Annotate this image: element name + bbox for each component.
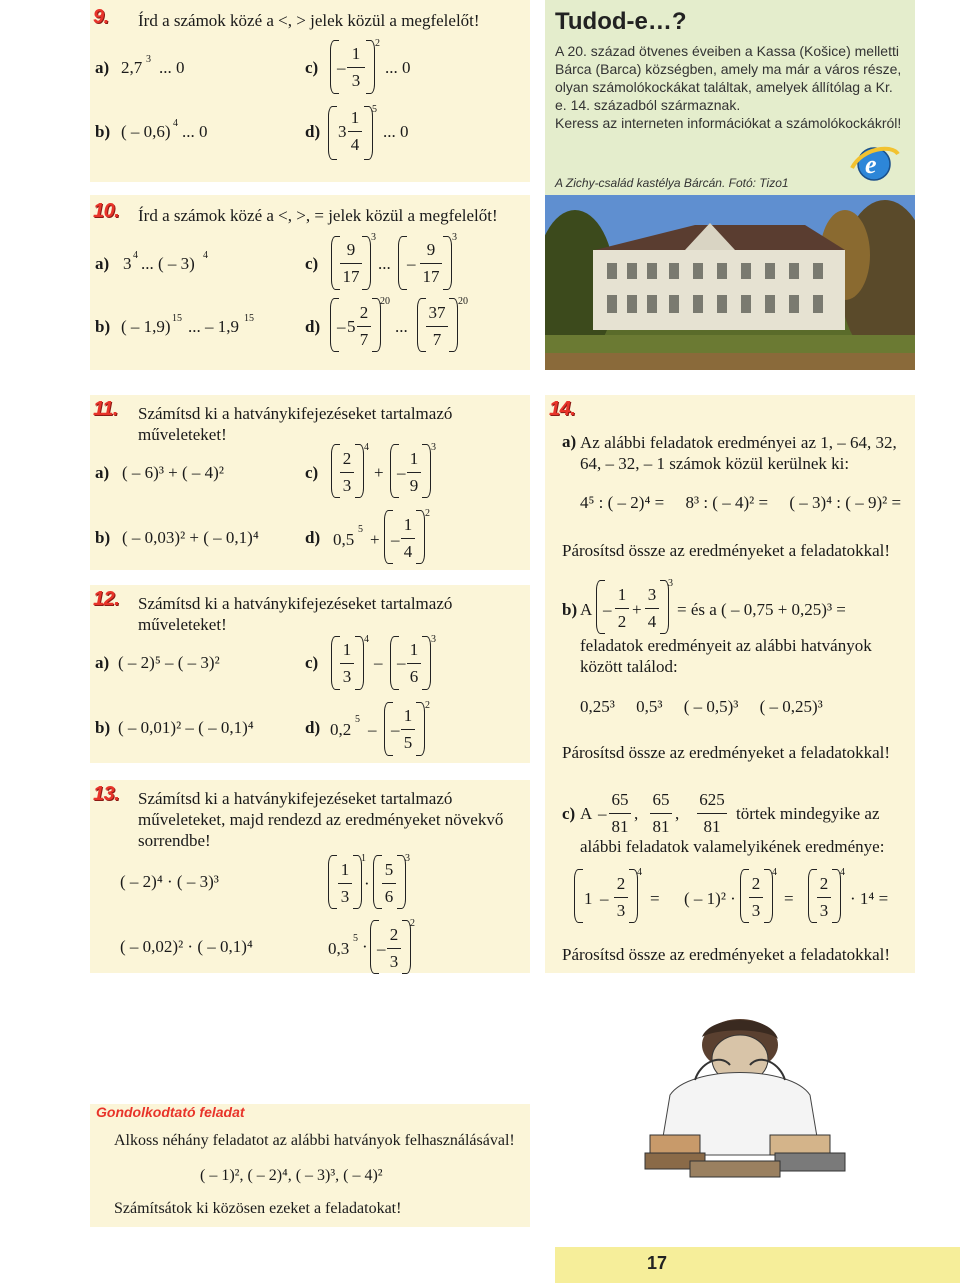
ex14-c-e2-exp: 4 [772,867,777,878]
numerator: 2 [342,449,352,468]
ex13-r3b-fraction [382,860,396,907]
paren-left [574,869,583,923]
numerator: 3 [647,585,657,604]
ex10-c-mid: ... [378,254,391,273]
ex14-a-label: a) [562,432,577,451]
ex14-b-label: b) [562,600,578,619]
tudod-title: Tudod-e…? [555,8,687,35]
ex14-c-e3-fraction [817,874,831,921]
ex10-c-label: c) [305,254,319,273]
fraction-bar [340,263,362,264]
paren-left [331,636,340,690]
numerator: 1 [403,706,413,725]
fraction-bar [338,883,352,884]
denominator: 3 [389,952,399,971]
denominator: 3 [340,887,350,906]
ex12-c-fraction [340,640,354,687]
ex12-c2-fraction [407,640,421,687]
ex9-d-rest: ... 0 [383,122,409,141]
ex13-r4-exp2: 2 [410,918,415,929]
numerator: 2 [389,925,399,944]
ex11-d2-exp: 2 [425,508,430,519]
thinking-task-powers: ( – 1)², ( – 2)⁴, ( – 3)³, ( – 4)² [200,1167,383,1184]
exercise-13-prompt: Számítsd ki a hatványkifejezéseket tartalmazó műveleteket, majd rendezd az eredményeket növekvő sorrendbe! [138,789,504,850]
ex10-c2-exp: 3 [452,232,457,243]
ex14-c-e2: ( – 1)² · [684,889,736,908]
ex13-r3-exp: 1 [361,853,366,864]
denominator: 7 [432,330,442,349]
ex10-c-exp: 3 [371,232,376,243]
denominator: 3 [616,901,626,920]
fraction-bar [382,883,396,884]
ex12-a-label: a) [95,653,110,672]
ex10-d-label: d) [305,317,321,336]
ex12-c-label: c) [305,653,319,672]
paren-left [328,855,337,909]
numerator: 65 [611,790,629,809]
denominator: 6 [384,887,394,906]
ex14-c-fraction2 [650,790,672,837]
numerator: 625 [699,790,725,809]
ex10-d-whole: 5 [347,317,356,336]
ex12-d2-fraction [401,706,415,753]
fraction-bar [614,897,628,898]
denominator: 3 [819,901,829,920]
ex12-c-op: – [374,653,383,672]
thinking-task-box [90,1104,530,1227]
paren-right [416,510,425,564]
ex14-c-comma1: , [634,804,639,823]
ex14-b-fraction1 [615,585,629,632]
exercise-14-box [545,395,915,973]
manor-house-photo [545,195,915,370]
numerator: 37 [428,303,446,322]
ex10-d-sign: – [337,317,346,336]
ex11-d-exp: 5 [358,524,363,535]
exercise-9-prompt: Írd a számok közé a <, > jelek közül a megfelelőt! [138,11,480,30]
ex9-c-sign: – [337,58,346,77]
ex11-c2-sign: – [397,463,406,482]
numerator: 2 [359,303,369,322]
exercise-10-prompt: Írd a számok közé a <, >, = jelek közül a megfelelőt! [138,206,498,225]
ex9-d-whole: 3 [338,122,347,141]
exercise-12-prompt: Számítsd ki a hatványkifejezéseket tartalmazó műveleteket! [138,594,453,634]
ex9-d-fraction [348,108,362,155]
ex13-row1: ( – 2)⁴ · ( – 3)³ [120,872,219,891]
denominator: 4 [647,612,657,631]
ex14-b-fraction2 [645,585,659,632]
tudod-box [545,0,915,195]
ex12-c-exp: 4 [364,634,369,645]
paren-left [398,236,407,290]
ex13-row2: ( – 0,02)² · ( – 0,1)⁴ [120,937,253,956]
ex11-d2-sign: – [391,530,400,549]
fraction-bar [401,729,415,730]
ex10-a-label: a) [95,254,110,273]
ex11-c-label: c) [305,463,319,482]
ex10-d-mid: ... [395,317,408,336]
ex12-a-expr: ( – 2)⁵ – ( – 3)² [118,653,220,672]
ex12-c2-sign: – [397,653,406,672]
fraction-bar [426,326,448,327]
ex11-d-label: d) [305,528,321,547]
ex14-c-label: c) [562,804,576,823]
ex14-b-pair: Párosítsd össze az eredményeket a feladatokkal! [562,743,891,762]
ex14-c-pair: Párosítsd össze az eredményeket a feladatokkal! [562,945,891,964]
numerator: 1 [351,44,361,63]
ex14-a-pair: Párosítsd össze az eredményeket a feladatokkal! [562,541,891,560]
ex9-b-exp: 4 [173,118,178,129]
denominator: 81 [652,817,670,836]
e-glyph: e [865,150,877,179]
ex14-c-e1-fraction [614,874,628,921]
denominator: 3 [342,476,352,495]
ex10-c2-sign: – [407,254,416,273]
numerator: 65 [652,790,670,809]
ex10-b-mid: ... – 1,9 [188,317,239,336]
fraction-bar [817,897,831,898]
denominator: 4 [350,135,360,154]
paren-left [331,236,340,290]
ex10-a-base: 3 [123,254,132,273]
fraction-bar [387,948,401,949]
thinking-task-footer: Számítsátok ki közösen ezeket a feladatokat! [114,1200,402,1217]
ex13-r4-dot: · [362,937,368,956]
exercise-12-number: 12. [93,588,120,610]
ex14-a-row: 4⁵ : ( – 2)⁴ = 8³ : ( – 4)² = ( – 3)⁴ : ( – 9)² = [580,493,902,512]
denominator: 81 [611,817,629,836]
ex12-d-op: – [368,720,377,739]
ex13-r4-sign: – [377,939,386,958]
ex12-d-exp: 5 [355,714,360,725]
ex12-d2-sign: – [391,720,400,739]
denominator: 3 [342,667,352,686]
paren-left [808,869,817,923]
ex14-c-eq1: = [650,889,660,908]
paren-left [331,444,340,498]
paren-right [422,444,431,498]
ex11-b-expr: ( – 0,03)² + ( – 0,1)⁴ [122,528,259,547]
exercise-13-number: 13. [93,783,120,805]
ex10-c2-fraction [420,240,442,287]
ex14-b-row: 0,25³ 0,5³ ( – 0,5)³ ( – 0,25)³ [580,697,823,716]
ex10-b-label: b) [95,317,111,336]
numerator: 2 [616,874,626,893]
numerator: 1 [342,640,352,659]
paren-right [443,236,452,290]
paren-left [417,298,426,352]
ex11-c2-fraction [407,449,421,496]
ex13-r3-fraction [338,860,352,907]
fraction-bar [645,608,659,609]
internet-e-icon[interactable] [848,142,902,182]
exercise-11-number: 11. [93,398,118,420]
denominator: 2 [617,612,627,631]
ex9-b-label: b) [95,122,111,141]
paren-right [362,236,371,290]
ex14-c-lead: A [580,804,593,823]
paren-left [740,869,749,923]
fraction-bar [420,263,442,264]
ex13-r4-exp: 5 [353,933,358,944]
paren-left [328,106,337,160]
denominator: 5 [403,733,413,752]
ex11-c-fraction [340,449,354,496]
numerator: 1 [340,860,350,879]
thinking-boy-illustration [550,985,920,1185]
ex12-d-label: d) [305,718,321,737]
ex13-r4-base: 0,3 [328,939,350,958]
ex9-c-label: c) [305,58,319,77]
ex9-a-label: a) [95,58,110,77]
ex11-c2-exp: 3 [431,442,436,453]
ex10-b-exp2: 15 [244,313,254,324]
ex14-c-fraction3 [697,790,727,837]
ex12-c2-exp: 3 [431,634,436,645]
ex14-c-text: alábbi feladatok valamelyikének eredménye: [580,837,885,856]
ex10-d-fraction [357,303,371,350]
numerator: 1 [403,515,413,534]
ex14-b-exp: 3 [668,578,673,589]
ex10-a-mid: ... ( – 3) [141,254,195,273]
ex14-c-comma2: , [675,804,680,823]
ex11-c-exp: 4 [364,442,369,453]
ex14-b-plus: + [632,600,642,619]
paren-right [416,702,425,756]
ex9-b-base: ( – 0,6) [121,122,171,141]
ex10-a-exp1: 4 [133,250,138,261]
ex10-d-exp: 20 [380,296,390,307]
denominator: 4 [403,542,413,561]
exercise-10-number: 10. [93,200,120,222]
tudod-link[interactable]: Keress az interneten információkat a számolókockákról! [555,115,902,131]
numerator: 1 [617,585,627,604]
ex9-c-fraction [347,44,365,91]
paren-right [449,298,458,352]
fraction-bar [357,326,371,327]
photo-caption: A Zichy-család kastélya Bárcán. Fotó: Tizo1 [555,176,789,190]
thinking-task-text: Alkoss néhány feladatot az alábbi hatványok felhasználásával! [114,1132,515,1149]
ex14-b-lead: A [580,600,593,619]
ex10-c-fraction [340,240,362,287]
denominator: 6 [409,667,419,686]
fraction-bar [407,472,421,473]
numerator: 9 [346,240,356,259]
paren-right [355,636,364,690]
exercise-11-prompt: Számítsd ki a hatványkifejezéseket tartalmazó műveleteket! [138,404,453,444]
ex9-a-base: 2,7 [121,58,143,77]
ex10-d2-fraction [426,303,448,350]
fraction-bar [749,897,763,898]
fraction-bar [615,608,629,609]
ex10-b-exp1: 15 [172,313,182,324]
ex12-b-label: b) [95,718,111,737]
ex13-r4-fraction [387,925,401,972]
denominator: 17 [342,267,360,286]
ex14-b-text: feladatok eredményeit az alábbi hatványok között találod: [580,636,872,676]
ex13-r3-dot: · [364,874,370,893]
fraction-bar [650,813,672,814]
ex12-d-expr: 0,2 [330,720,352,739]
paren-left [373,855,382,909]
ex14-c-eq2: = [784,889,794,908]
ex9-c-rest: ... 0 [385,58,411,77]
ex9-a-rest: ... 0 [159,58,185,77]
fraction-bar [697,813,727,814]
fraction-bar [407,663,421,664]
ex14-c-e3-exp: 4 [840,867,845,878]
numerator: 2 [751,874,761,893]
ex10-a-exp2: 4 [203,250,208,261]
ex12-d2-exp: 2 [425,700,430,711]
ex14-c-sign: – [598,804,607,823]
ex14-a-text: Az alábbi feladatok eredményei az 1, – 64, 32, 64, – 32, – 1 számok közül kerülnek ki: [580,433,897,473]
ex14-c-e3-rest: · 1⁴ = [850,889,889,908]
numerator: 9 [426,240,436,259]
numerator: 1 [409,449,419,468]
page-number: 17 [647,1253,668,1273]
ex10-d2-exp: 20 [458,296,468,307]
fraction-bar [347,67,365,68]
denominator: 17 [422,267,440,286]
exercise-14-number: 14. [549,398,576,420]
fraction-bar [348,131,362,132]
ex14-c-e1: 1 [584,889,593,908]
denominator: 7 [359,330,369,349]
ex11-d-expr: 0,5 [333,530,355,549]
fraction-bar [609,813,631,814]
ex9-b-rest: ... 0 [182,122,208,141]
ex11-d-op: + [370,530,380,549]
page-footer-bar [555,1247,960,1283]
numerator: 1 [350,108,360,127]
ex11-a-expr: ( – 6)³ + ( – 4)² [122,463,224,482]
paren-right [366,40,375,94]
ex11-a-label: a) [95,463,110,482]
ex14-c-e2-fraction [749,874,763,921]
ex13-r3b-exp: 3 [405,853,410,864]
numerator: 1 [409,640,419,659]
ex9-c-exp: 2 [375,38,380,49]
ex14-c-e1-exp: 4 [637,867,642,878]
exercise-9-number: 9. [93,6,109,28]
ex14-c-fraction1 [609,790,631,837]
ex9-a-exp: 3 [146,54,151,65]
ex14-b-sign: – [603,600,612,619]
denominator: 3 [351,71,361,90]
tudod-body: A 20. század ötvenes éveiben a Kassa (Košice) melletti Bárca (Barca) községben, amely ma már a város része, olyan számolókockákat találtak, amelyek állítólag a Kr. e. 14. századból származnak. [555,43,902,113]
ex9-d-label: d) [305,122,321,141]
paren-right [422,636,431,690]
fraction-bar [401,538,415,539]
fraction-bar [340,472,354,473]
ex12-b-expr: ( – 0,01)² – ( – 0,1)⁴ [118,718,254,737]
denominator: 3 [751,901,761,920]
denominator: 81 [703,817,721,836]
ex11-d2-fraction [401,515,415,562]
ex11-c-op: + [374,463,384,482]
ex10-b-base: ( – 1,9) [121,317,171,336]
paren-right [355,444,364,498]
fraction-bar [340,663,354,664]
ex11-b-label: b) [95,528,111,547]
ex14-b-after: = és a ( – 0,75 + 0,25)³ = [677,600,846,619]
ex14-c-e1-minus: – [600,889,609,908]
numerator: 2 [819,874,829,893]
numerator: 5 [384,860,394,879]
ex14-c-after: törtek mindegyike az [736,804,880,823]
thinking-task-title: Gondolkodtató feladat [96,1104,245,1120]
ex9-d-exp: 5 [372,104,377,115]
denominator: 9 [409,476,419,495]
